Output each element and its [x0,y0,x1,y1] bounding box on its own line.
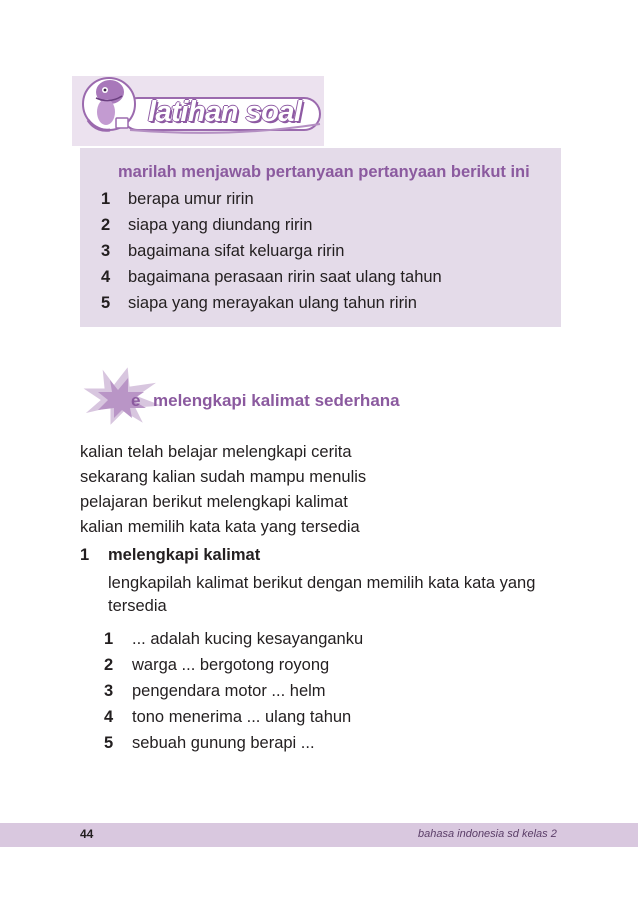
subsection-heading [80,546,260,565]
subsection-number: 1 [80,546,90,564]
intro-line: sekarang kalian sudah mampu menulis [80,468,367,486]
sentence-item [104,734,315,753]
sentence-text: ... adalah kucing kesayanganku [132,630,364,648]
question-item [101,242,344,261]
sentence-item [104,708,351,727]
intro-line: kalian memilih kata kata yang tersedia [80,518,360,536]
sentence-text: sebuah gunung berapi ... [132,734,315,752]
question-number: 1 [101,190,111,208]
mascot-icon [76,70,146,140]
question-text: bagaimana perasaan ririn saat ulang tahun [128,268,442,286]
section-title: melengkapi kalimat sederhana [153,391,400,410]
question-number: 3 [101,242,111,260]
question-text: berapa umur ririn [128,190,254,208]
exercise-title: marilah menjawab pertanyaan pertanyaan berikut ini [118,163,530,181]
question-item [101,190,254,209]
question-text: siapa yang merayakan ulang tahun ririn [128,294,417,312]
instruction-line: tersedia [108,597,167,615]
question-item [101,216,312,235]
logo-title: latihan soal [148,96,302,128]
instruction-line: lengkapilah kalimat berikut dengan memilih kata kata yang [108,574,536,592]
question-number: 5 [101,294,111,312]
question-item [101,268,442,287]
sentence-item [104,630,363,649]
question-text: bagaimana sifat keluarga ririn [128,242,345,260]
intro-line: pelajaran berikut melengkapi kalimat [80,493,348,511]
sentence-number: 1 [104,630,114,648]
sentence-number: 5 [104,734,114,752]
footer-book-title: bahasa indonesia sd kelas 2 [418,828,557,840]
sentence-text: warga ... bergotong royong [132,656,330,674]
page-number: 44 [80,827,94,841]
section-letter: e [131,391,141,410]
sentence-item [104,656,329,675]
question-number: 4 [101,268,111,286]
subsection-title: melengkapi kalimat [108,546,261,564]
question-item [101,294,417,313]
question-text: siapa yang diundang ririn [128,216,313,234]
sentence-number: 4 [104,708,114,726]
sentence-text: tono menerima ... ulang tahun [132,708,352,726]
sentence-text: pengendara motor ... helm [132,682,326,700]
sentence-number: 2 [104,656,114,674]
section-heading [131,391,400,411]
sentence-item [104,682,326,701]
question-number: 2 [101,216,111,234]
intro-line: kalian telah belajar melengkapi cerita [80,443,352,461]
sentence-number: 3 [104,682,114,700]
